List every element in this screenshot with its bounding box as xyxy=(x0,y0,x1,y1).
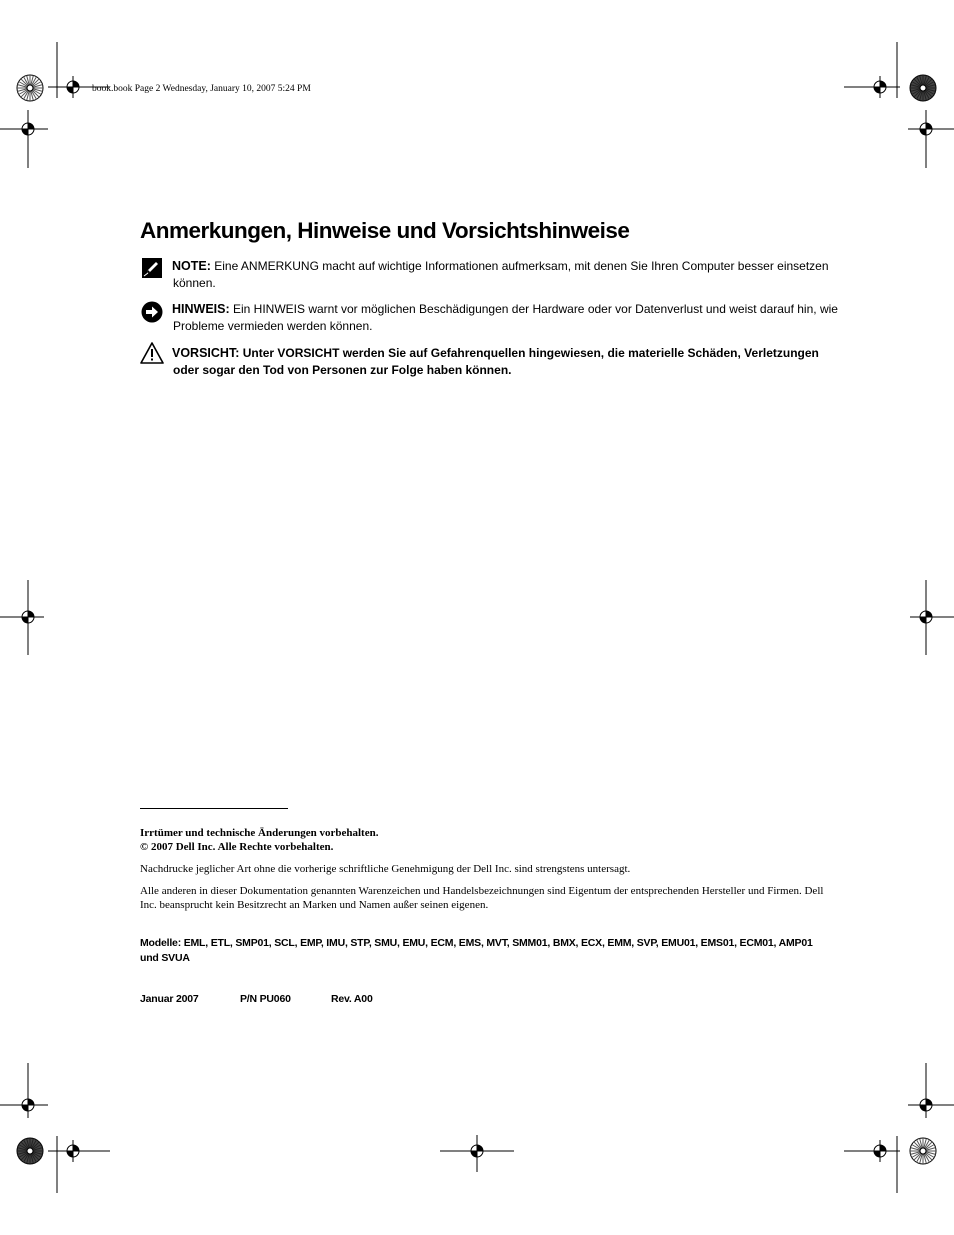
note-text: Eine ANMERKUNG macht auf wichtige Informationen aufmerksam, mit denen Sie Ihren Computer besser einsetzen können. xyxy=(173,259,829,290)
legal-reprint: Nachdrucke jeglicher Art ohne die vorherige schriftliche Genehmigung der Dell Inc. sind strengstens untersagt. xyxy=(140,863,631,875)
footer-revision: Rev. A00 xyxy=(331,993,373,1005)
legal-trademarks: Alle anderen in dieser Dokumentation genannten Warenzeichen und Handelsbezeichnungen sind Eigentum der entsprechenden Hersteller und Firmen. Dell Inc. beansprucht kein Besitzrecht an Marken und Namen außer seinen eigenen. xyxy=(140,885,824,911)
pencil-note-icon xyxy=(140,256,164,280)
note-label: NOTE: xyxy=(172,259,211,273)
footer-part-number: P/N PU060 xyxy=(240,993,291,1005)
arrow-circle-icon xyxy=(140,300,164,324)
warning-triangle-icon xyxy=(140,341,164,365)
footer-date: Januar 2007 xyxy=(140,993,199,1005)
footnote-rule xyxy=(140,808,288,809)
page-title: Anmerkungen, Hinweise und Vorsichtshinweise xyxy=(140,218,630,243)
vorsicht-text: Unter VORSICHT werden Sie auf Gefahrenquellen hingewiesen, die materielle Schäden, Verletzungen oder sogar den Tod von Personen zur Folge haben können. xyxy=(173,346,819,377)
print-info-header: book.book Page 2 Wednesday, January 10, 2007 5:24 PM xyxy=(92,84,311,94)
model-list: Modelle: EML, ETL, SMP01, SCL, EMP, IMU, STP, SMU, EMU, ECM, EMS, MVT, SMM01, BMX, ECX, EMM, SVP, EMU01, EMS01, ECM01, AMP01 und SVUA xyxy=(140,937,813,964)
legal-copyright: © 2007 Dell Inc. Alle Rechte vorbehalten. xyxy=(140,841,334,853)
legal-errata: Irrtümer und technische Änderungen vorbehalten. xyxy=(140,827,379,839)
hinweis-text: Ein HINWEIS warnt vor möglichen Beschädigungen der Hardware oder vor Datenverlust und weist darauf hin, wie Probleme vermieden werden können. xyxy=(173,302,838,333)
vorsicht-label: VORSICHT: xyxy=(172,346,240,360)
vorsicht-notice xyxy=(140,345,840,379)
note-notice xyxy=(140,258,840,292)
hinweis-notice xyxy=(140,301,840,335)
hinweis-label: HINWEIS: xyxy=(172,302,230,316)
